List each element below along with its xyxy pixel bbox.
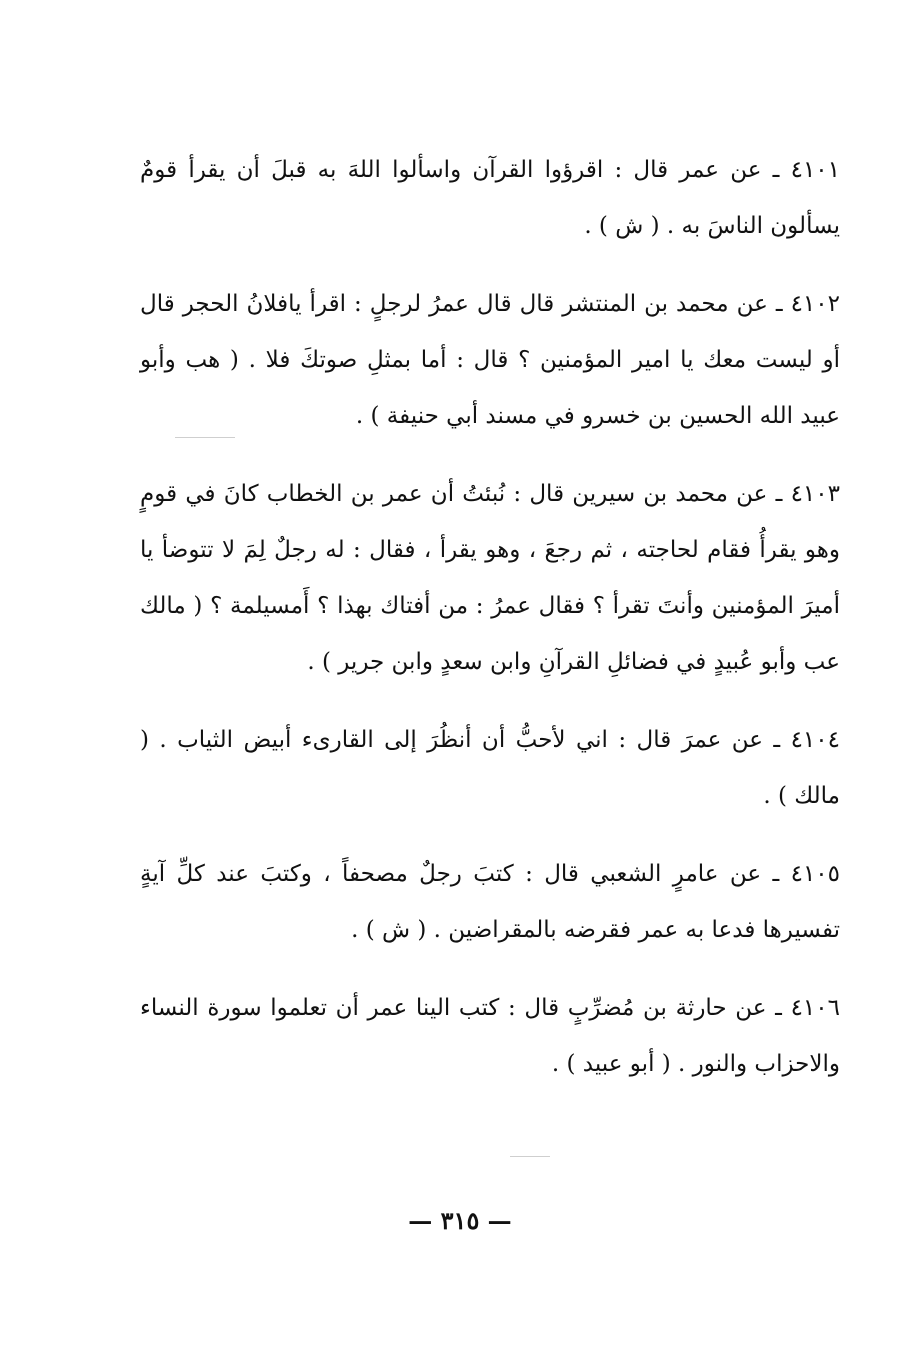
hadith-number: ٤١٠٥ — [790, 861, 841, 887]
hadith-text: ـ عن عمرَ قال : اني لأحبُّ أن أنظُرَ إلى القارىء أبيض الثياب . ( مالك ) . — [140, 727, 840, 809]
page-number: — ٣١٥ — — [408, 1206, 512, 1235]
scan-artifact — [510, 1156, 550, 1157]
hadith-number: ٤١٠٢ — [790, 291, 840, 317]
hadith-entry — [140, 466, 840, 690]
hadith-number: ٤١٠٣ — [790, 481, 840, 507]
hadith-text: ـ عن عامرٍ الشعبي قال : كتبَ رجلٌ مصحفاً ، وكتبَ عند كلِّ آيةٍ تفسيرها فدعا به عمر فقرضه بالمقراضين . ( ش ) . — [140, 861, 840, 943]
hadith-entry — [140, 980, 840, 1092]
hadith-entry — [140, 712, 840, 824]
hadith-text: ـ عن عمر قال : اقرؤوا القرآن واسألوا اللهَ به قبلَ أن يقرأ قومٌ يسألون الناسَ به . ( ش ) . — [140, 157, 840, 239]
hadith-number: ٤١٠٤ — [790, 727, 840, 753]
hadith-number: ٤١٠١ — [790, 157, 841, 183]
hadith-text: ـ عن حارثة بن مُضرِّبٍ قال : كتب الينا عمر أن تعلموا سورة النساء والاحزاب والنور . ( أبو عبيد ) . — [140, 995, 840, 1077]
document-body — [140, 142, 840, 1092]
hadith-entry — [140, 276, 840, 444]
hadith-number: ٤١٠٦ — [790, 995, 840, 1021]
hadith-entry — [140, 846, 840, 958]
hadith-entry — [140, 142, 840, 254]
hadith-text: ـ عن محمد بن المنتشر قال قال عمرُ لرجلٍ : اقرأ يافلانُ الحجر قال أو ليست معك يا امير المؤمنين ؟ قال : أما بمثلِ صوتكَ فلا . ( هب وأبو عبيد الله الحسين بن خسرو في مسند أبي حنيفة ) . — [140, 291, 840, 429]
hadith-text: ـ عن محمد بن سيرين قال : نُبئتُ أن عمر بن الخطاب كانَ في قومٍ وهو يقرأُ فقام لحاجته ، ثم رجعَ ، وهو يقرأ ، فقال : له رجلٌ لِمَ لا تتوضأ يا أميرَ المؤمنين وأنتَ تقرأ ؟ فقال عمرُ : من أفتاك بهذا ؟ أَمسيلمة ؟ ( مالك عب وأبو عُبيدٍ في فضائلِ القرآنِ وابن سعدٍ وابن جرير ) . — [140, 481, 840, 675]
scan-artifact — [175, 437, 235, 438]
